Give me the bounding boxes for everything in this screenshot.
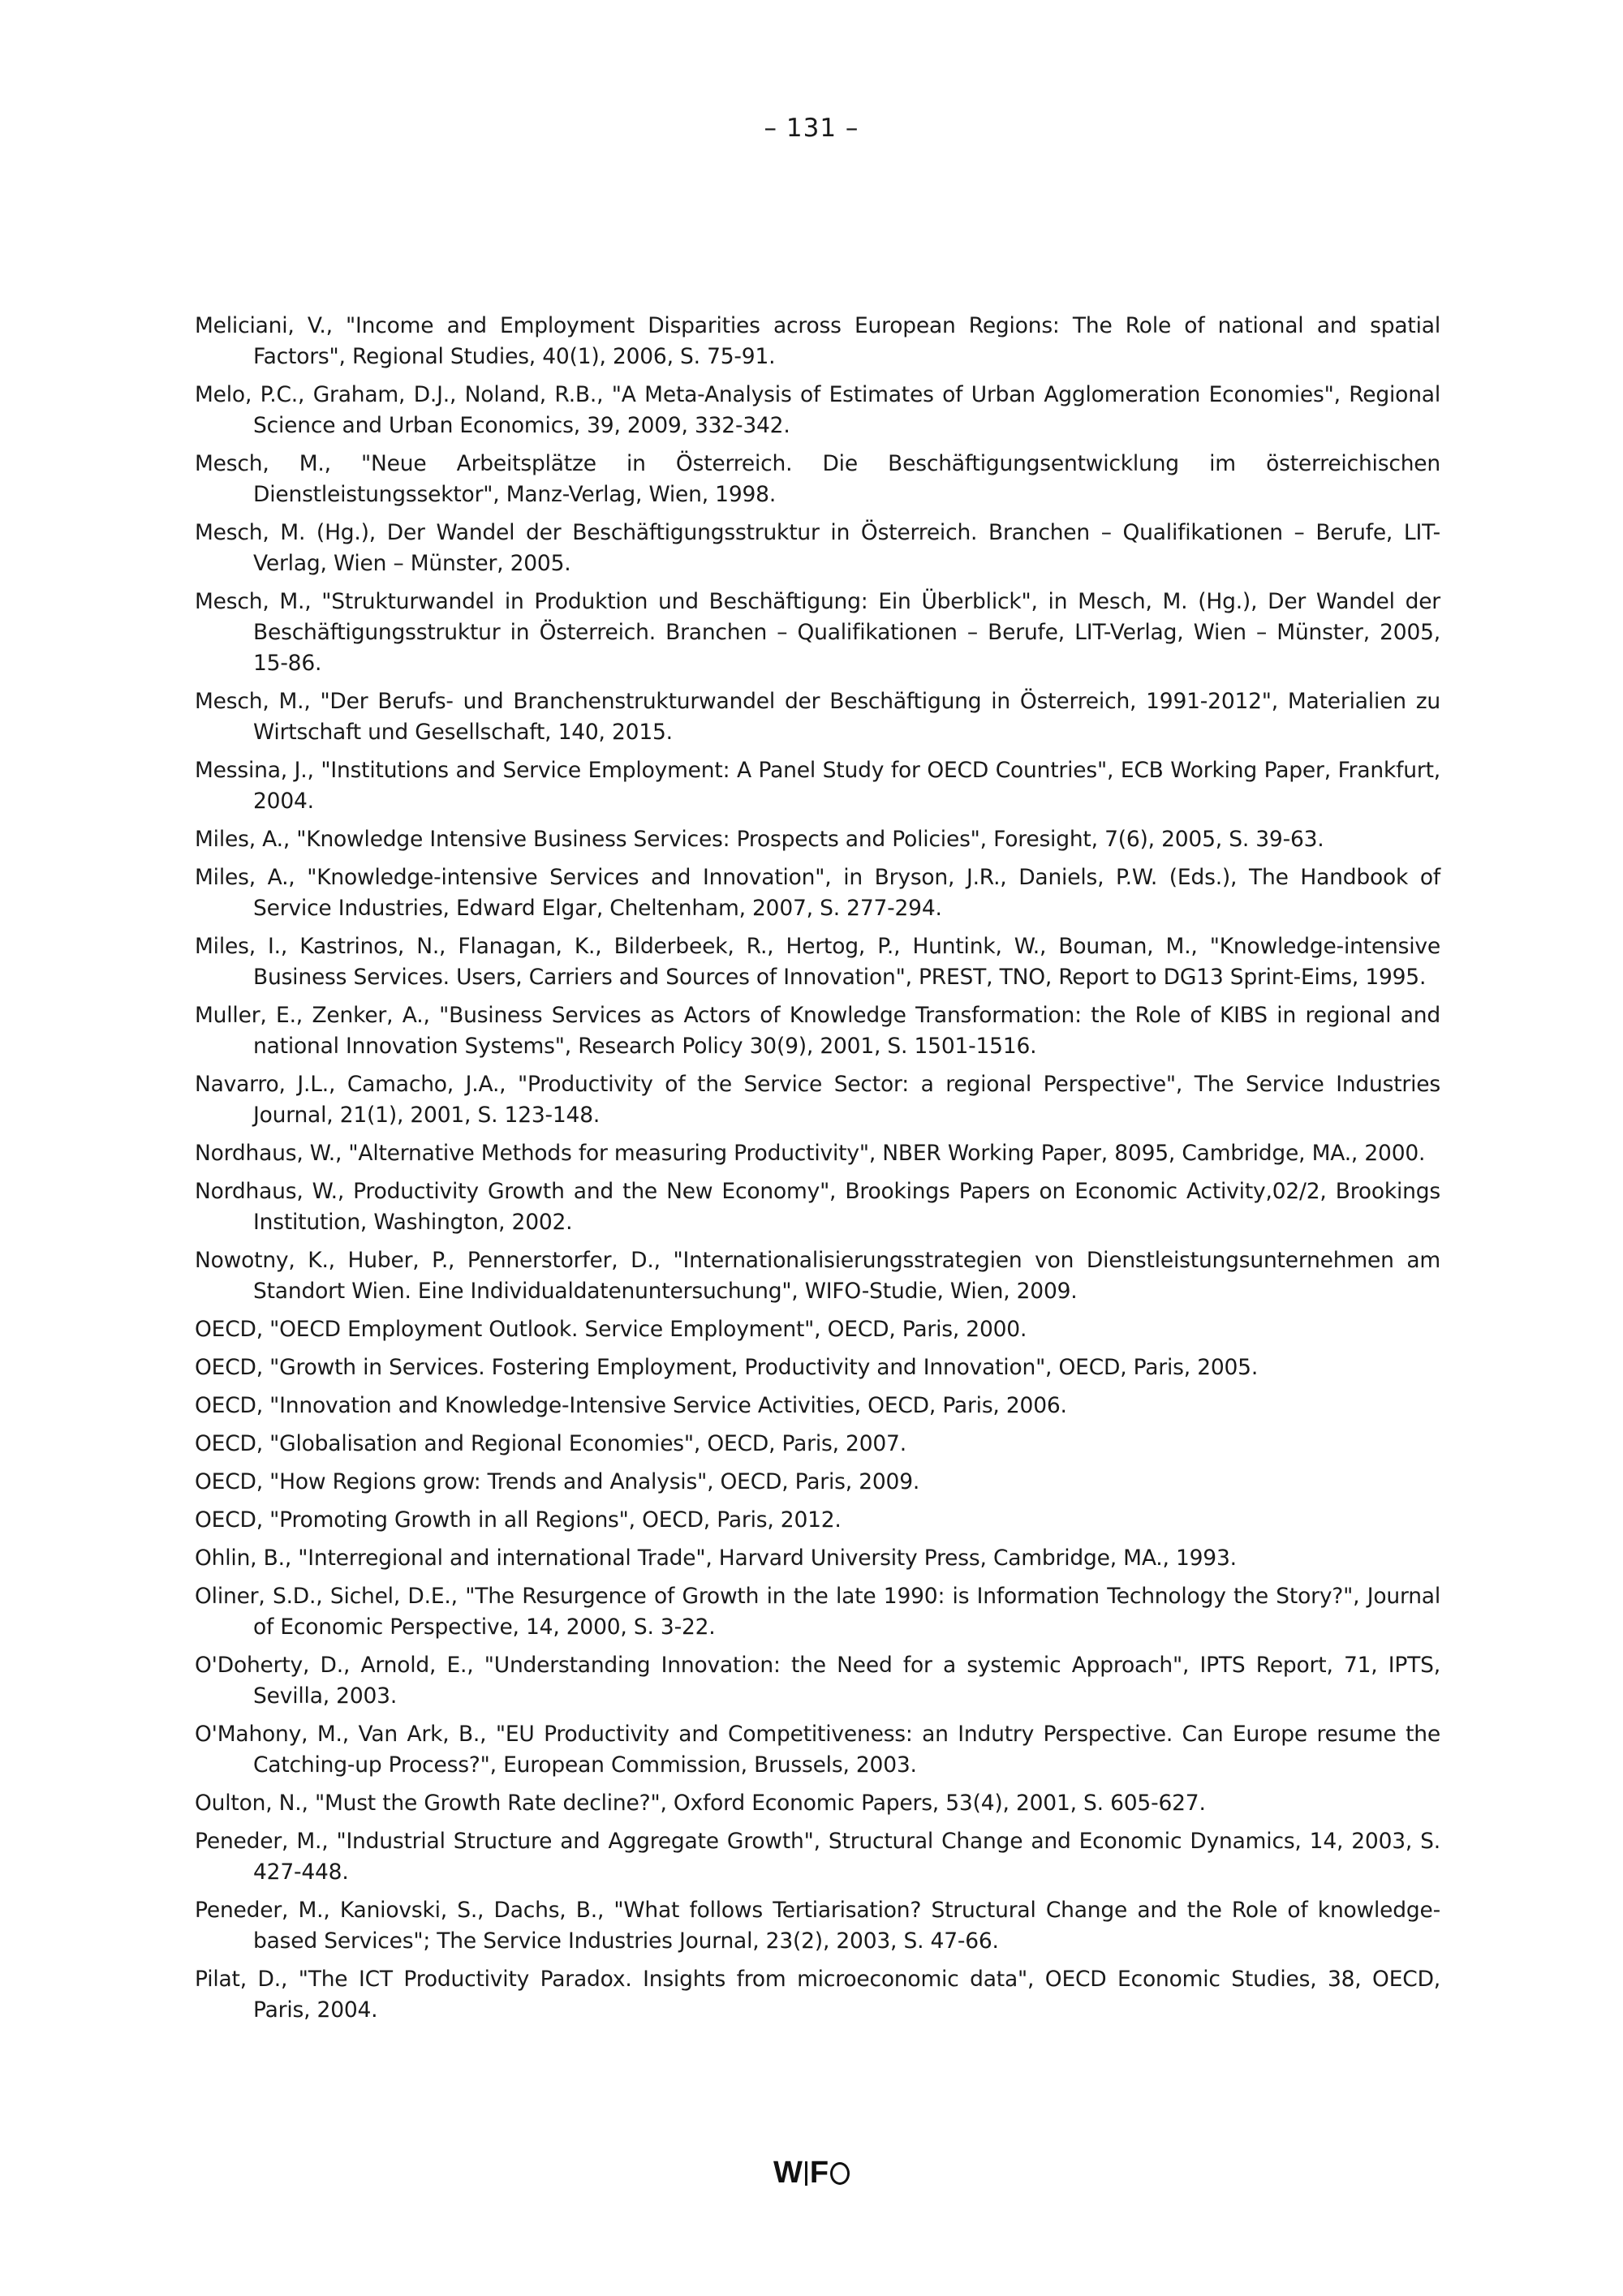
reference-item: Miles, I., Kastrinos, N., Flanagan, K., Bilderbeek, R., Hertog, P., Huntink, W., Bouman, M., "Knowledge-intensive Business Services. Users, Carriers and Sources of Innovation", PREST, TNO, Report to DG13 Sprint-Eims, 1995. (195, 934, 1440, 990)
reference-item: Mesch, M. (Hg.), Der Wandel der Beschäftigungsstruktur in Österreich. Branchen – Qualifikationen – Berufe, LIT-Verlag, Wien – Münster, 2005. (195, 520, 1440, 576)
reference-item: O'Doherty, D., Arnold, E., "Understanding Innovation: the Need for a systemic Approach", IPTS Report, 71, IPTS, Sevilla, 2003. (195, 1653, 1440, 1709)
reference-item: OECD, "Innovation and Knowledge-Intensive Service Activities, OECD, Paris, 2006. (195, 1393, 1067, 1418)
reference-item: Mesch, M., "Neue Arbeitsplätze in Österreich. Die Beschäftigungsentwicklung im österreichischen Dienstleistungssektor", Manz-Verlag, Wien, 1998. (195, 451, 1440, 507)
reference-item: Ohlin, B., "Interregional and international Trade", Harvard University Press, Cambridge, MA., 1993. (195, 1546, 1237, 1571)
reference-item: OECD, "OECD Employment Outlook. Service Employment", OECD, Paris, 2000. (195, 1317, 1027, 1342)
logo-bar (805, 2161, 807, 2186)
reference-item: OECD, "Growth in Services. Fostering Employment, Productivity and Innovation", OECD, Paris, 2005. (195, 1355, 1259, 1380)
logo-circle-icon (830, 2162, 850, 2185)
reference-item: O'Mahony, M., Van Ark, B., "EU Productivity and Competitiveness: an Indutry Perspective. Can Europe resume the Catching-up Process?", European Commission, Brussels, 2003. (195, 1722, 1440, 1778)
reference-item: OECD, "Globalisation and Regional Economies", OECD, Paris, 2007. (195, 1431, 906, 1456)
reference-item: Oulton, N., "Must the Growth Rate decline?", Oxford Economic Papers, 53(4), 2001, S. 605-627. (195, 1791, 1206, 1816)
page-number: – 131 – (764, 114, 859, 143)
reference-list (195, 311, 1440, 2033)
reference-item: Oliner, S.D., Sichel, D.E., "The Resurgence of Growth in the late 1990: is Information Technology the Story?", Journal of Economic Perspective, 14, 2000, S. 3-22. (195, 1584, 1440, 1640)
reference-item: Meliciani, V., "Income and Employment Disparities across European Regions: The Role of national and spatial Factors", Regional Studies, 40(1), 2006, S. 75-91. (195, 313, 1440, 369)
wifo-logo (0, 2156, 1623, 2191)
logo-letter-w: W (773, 2156, 803, 2190)
reference-item: Nowotny, K., Huber, P., Pennerstorfer, D., "Internationalisierungsstrategien von Dienstleistungsunternehmen am Standort Wien. Eine Individualdatenuntersuchung", WIFO-Studie, Wien, 2009. (195, 1248, 1440, 1304)
reference-item: Peneder, M., Kaniovski, S., Dachs, B., "What follows Tertiarisation? Structural Change and the Role of knowledge-based Services"; The Service Industries Journal, 23(2), 2003, S. 47-66. (195, 1898, 1440, 1954)
reference-item: Mesch, M., "Strukturwandel in Produktion und Beschäftigung: Ein Überblick", in Mesch, M. (Hg.), Der Wandel der Beschäftigungsstruktur in Österreich. Branchen – Qualifikationen – Berufe, LIT-Verlag, Wien – Münster, 2005, 15-86. (195, 589, 1440, 676)
reference-item: OECD, "Promoting Growth in all Regions", OECD, Paris, 2012. (195, 1507, 842, 1533)
reference-item: Nordhaus, W., Productivity Growth and the New Economy", Brookings Papers on Economic Activity,02/2, Brookings Institution, Washington, 2002. (195, 1179, 1440, 1235)
reference-item: Nordhaus, W., "Alternative Methods for measuring Productivity", NBER Working Paper, 8095, Cambridge, MA., 2000. (195, 1141, 1426, 1166)
logo-letter-f: F (809, 2156, 829, 2190)
reference-item: Navarro, J.L., Camacho, J.A., "Productivity of the Service Sector: a regional Perspective", The Service Industries Journal, 21(1), 2001, S. 123-148. (195, 1072, 1440, 1128)
reference-item: Muller, E., Zenker, A., "Business Services as Actors of Knowledge Transformation: the Role of KIBS in regional and national Innovation Systems", Research Policy 30(9), 2001, S. 1501-1516. (195, 1003, 1440, 1059)
reference-item: Miles, A., "Knowledge Intensive Business Services: Prospects and Policies", Foresight, 7(6), 2005, S. 39-63. (195, 827, 1324, 852)
reference-item: OECD, "How Regions grow: Trends and Analysis", OECD, Paris, 2009. (195, 1469, 920, 1494)
reference-item: Melo, P.C., Graham, D.J., Noland, R.B., "A Meta-Analysis of Estimates of Urban Agglomeration Economies", Regional Science and Urban Economics, 39, 2009, 332-342. (195, 382, 1440, 438)
reference-item: Peneder, M., "Industrial Structure and Aggregate Growth", Structural Change and Economic Dynamics, 14, 2003, S. 427-448. (195, 1829, 1440, 1885)
reference-item: Messina, J., "Institutions and Service Employment: A Panel Study for OECD Countries", ECB Working Paper, Frankfurt, 2004. (195, 758, 1440, 814)
wifo-logo-mark (773, 2156, 850, 2191)
reference-item: Miles, A., "Knowledge-intensive Services and Innovation", in Bryson, J.R., Daniels, P.W. (Eds.), The Handbook of Service Industries, Edward Elgar, Cheltenham, 2007, S. 277-294. (195, 865, 1440, 921)
reference-item: Pilat, D., "The ICT Productivity Paradox. Insights from microeconomic data", OECD Economic Studies, 38, OECD, Paris, 2004. (195, 1967, 1440, 2023)
reference-item: Mesch, M., "Der Berufs- und Branchenstrukturwandel der Beschäftigung in Österreich, 1991-2012", Materialien zu Wirtschaft und Gesellschaft, 140, 2015. (195, 689, 1440, 745)
